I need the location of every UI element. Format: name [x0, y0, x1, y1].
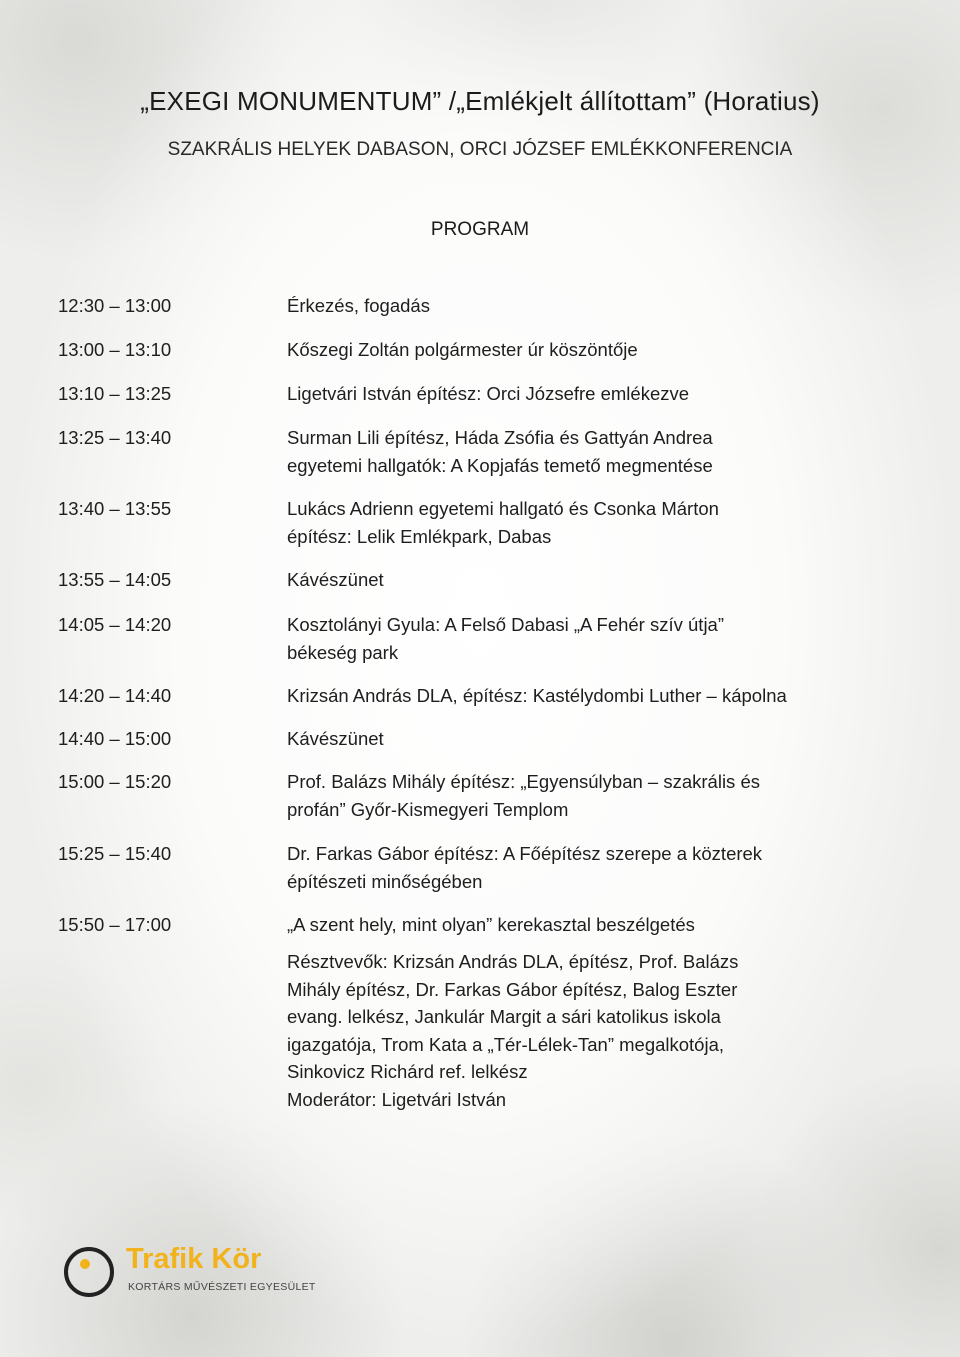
schedule-line: építészeti minőségében	[287, 870, 483, 892]
schedule-time: 15:50 – 17:00	[58, 914, 172, 935]
logo-dot-icon	[80, 1259, 90, 1269]
participants-line: igazgatója, Trom Kata a „Tér-Lélek-Tan” megalkotója,	[287, 1033, 725, 1055]
schedule-line: Kávészünet	[287, 728, 384, 749]
schedule-description	[287, 911, 932, 939]
schedule-line: békeség park	[287, 641, 399, 663]
schedule-line: építész: Lelik Emlékpark, Dabas	[287, 525, 552, 547]
schedule-line: „A szent hely, mint olyan” kerekasztal beszélgetés	[287, 914, 695, 935]
logo-name: Trafik Kör	[126, 1243, 262, 1275]
schedule-time: 15:25 – 15:40	[58, 843, 172, 864]
schedule-line: Kosztolányi Gyula: A Felső Dabasi „A Fehér szív útja”	[287, 614, 724, 635]
participants-line: Mihály építész, Dr. Farkas Gábor építész, Balog Eszter	[287, 978, 738, 1000]
schedule-time: 13:55 – 14:05	[58, 569, 172, 590]
schedule-time: 13:40 – 13:55	[58, 498, 172, 519]
schedule-line: Ligetvári István építész: Orci Józsefre emlékezve	[287, 383, 690, 404]
page-subtitle: SZAKRÁLIS HELYEK DABASON, ORCI JÓZSEF EMLÉKKONFERENCIA	[167, 139, 793, 160]
schedule-time: 12:30 – 13:00	[58, 295, 172, 316]
schedule-time: 14:20 – 14:40	[58, 685, 172, 706]
schedule-time: 14:05 – 14:20	[58, 614, 172, 635]
moderator-line: Moderátor: Ligetvári István	[287, 1088, 507, 1110]
schedule-line: Surman Lili építész, Háda Zsófia és Gattyán Andrea	[287, 427, 713, 448]
schedule-time: 13:00 – 13:10	[58, 339, 172, 360]
schedule-time: 15:00 – 15:20	[58, 771, 172, 792]
schedule-line: Krizsán András DLA, építész: Kastélydombi Luther – kápolna	[287, 685, 787, 706]
schedule-description	[287, 725, 932, 753]
schedule-description	[287, 682, 932, 710]
roundtable-participants	[287, 948, 887, 1113]
schedule-description	[287, 424, 932, 479]
schedule-line: Érkezés, fogadás	[287, 295, 430, 316]
schedule-line: Kőszegi Zoltán polgármester úr köszöntője	[287, 339, 638, 360]
schedule-description	[287, 566, 932, 594]
participants-line: Résztvevők: Krizsán András DLA, építész, Prof. Balázs	[287, 951, 739, 972]
schedule-description	[287, 495, 932, 550]
schedule-description	[287, 768, 932, 823]
program-heading: PROGRAM	[430, 219, 530, 240]
page-title: „EXEGI MONUMENTUM” /„Emlékjelt állítottam” (Horatius)	[140, 86, 820, 116]
schedule-line: Dr. Farkas Gábor építész: A Főépítész szerepe a közterek	[287, 843, 763, 864]
schedule-line: profán” Győr-Kismegyeri Templom	[287, 798, 569, 820]
participants-line: evang. lelkész, Jankulár Margit a sári katolikus iskola	[287, 1006, 721, 1027]
schedule-line: Lukács Adrienn egyetemi hallgató és Csonka Márton	[287, 498, 719, 519]
schedule-description	[287, 380, 932, 408]
schedule-line: egyetemi hallgatók: A Kopjafás temető megmentése	[287, 454, 713, 476]
participants-line: Sinkovicz Richárd ref. lelkész	[287, 1061, 528, 1082]
schedule-time: 14:40 – 15:00	[58, 728, 172, 749]
schedule-description	[287, 840, 932, 895]
schedule-description	[287, 611, 932, 666]
schedule-description	[287, 292, 932, 320]
schedule-description	[287, 336, 932, 364]
schedule-line: Prof. Balázs Mihály építész: „Egyensúlyban – szakrális és	[287, 771, 760, 792]
schedule-time: 13:10 – 13:25	[58, 383, 172, 404]
schedule-time: 13:25 – 13:40	[58, 427, 172, 448]
logo-subtitle: KORTÁRS MŰVÉSZETI EGYESÜLET	[128, 1281, 316, 1293]
schedule-line: Kávészünet	[287, 569, 384, 590]
trafik-kor-logo	[62, 1243, 332, 1303]
logo-ring-icon	[64, 1247, 114, 1297]
